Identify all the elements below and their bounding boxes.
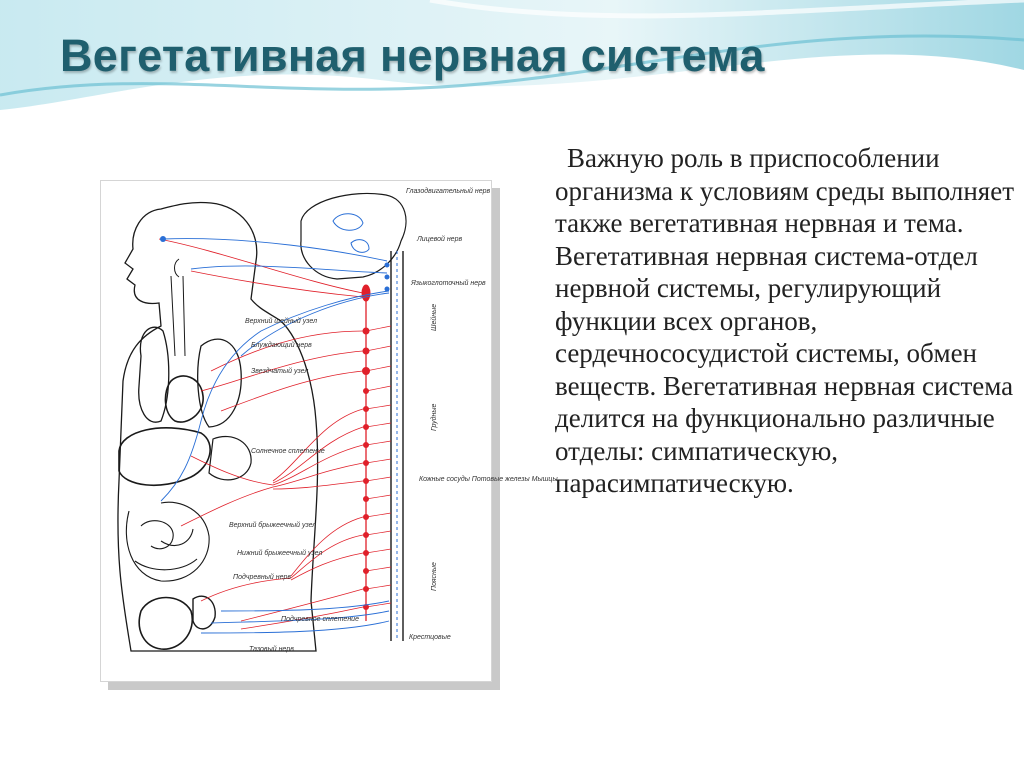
brain-inner-loop-2 [351, 240, 369, 253]
slide-title: Вегетативная нервная система [60, 30, 765, 81]
figure-frame [100, 180, 558, 682]
label-skin-vessels: Кожные сосуды Потовые железы Мышцы [419, 476, 558, 483]
label-vagus-nerve: Блуждающий нерв [251, 342, 312, 349]
label-cervical: Шейные [431, 303, 438, 331]
label-stellate-node: Звездчатый узел [251, 368, 309, 375]
body-outline [118, 202, 318, 651]
label-lower-mesenteric-node: Нижний брыжеечный узел [237, 550, 323, 557]
label-lumbar: Поясные [431, 562, 438, 591]
brain-outline [301, 193, 406, 279]
label-hypogastric-nerve: Подчревный нерв [233, 574, 292, 581]
trachea [171, 259, 185, 356]
label-pelvic-nerve: Тазовый нерв [249, 646, 294, 653]
label-upper-cervical-node: Верхний шейный узел [245, 318, 318, 325]
nervous-system-diagram [101, 181, 558, 681]
right-lung [198, 339, 241, 427]
sympathetic-fibers [159, 239, 363, 629]
label-facial-nerve: Лицевой нерв [417, 236, 463, 243]
nervous-system-figure [100, 180, 558, 690]
label-thoracic: Грудные [431, 403, 438, 431]
heart [165, 376, 203, 422]
label-glossopharyngeal-nerve: Языкоглоточный нерв [411, 280, 486, 287]
brain-inner-loop-1 [333, 214, 363, 231]
left-lung [139, 327, 169, 422]
label-eye-motor-nerve: Глазодвигательный нерв [406, 188, 491, 195]
bladder [139, 598, 192, 650]
label-hypogastric-plexus: Подчревное сплетение [281, 616, 359, 623]
label-solar-plexus: Солнечное сплетение [251, 448, 325, 455]
label-sacral: Крестцовые [409, 634, 451, 641]
label-upper-mesenteric-node: Верхний брыжеечный узел [229, 522, 317, 529]
intestines [126, 502, 209, 581]
kidney [193, 596, 215, 629]
body-paragraph: Важную роль в приспособлении организма к условиям среды выполняет также вегетативная нервная и тема. Вегетативная нервная система-отдел нервной системы, регулирующий функции всех органов, сердечнососудистой системы, обмен веществ. Вегетативная нервная система делится на функционально различные отделы: симпатическую, парасимпатическую. [555, 143, 1014, 498]
cranial-ganglia [160, 236, 390, 292]
rami [366, 326, 391, 607]
spinal-cord [391, 251, 403, 641]
